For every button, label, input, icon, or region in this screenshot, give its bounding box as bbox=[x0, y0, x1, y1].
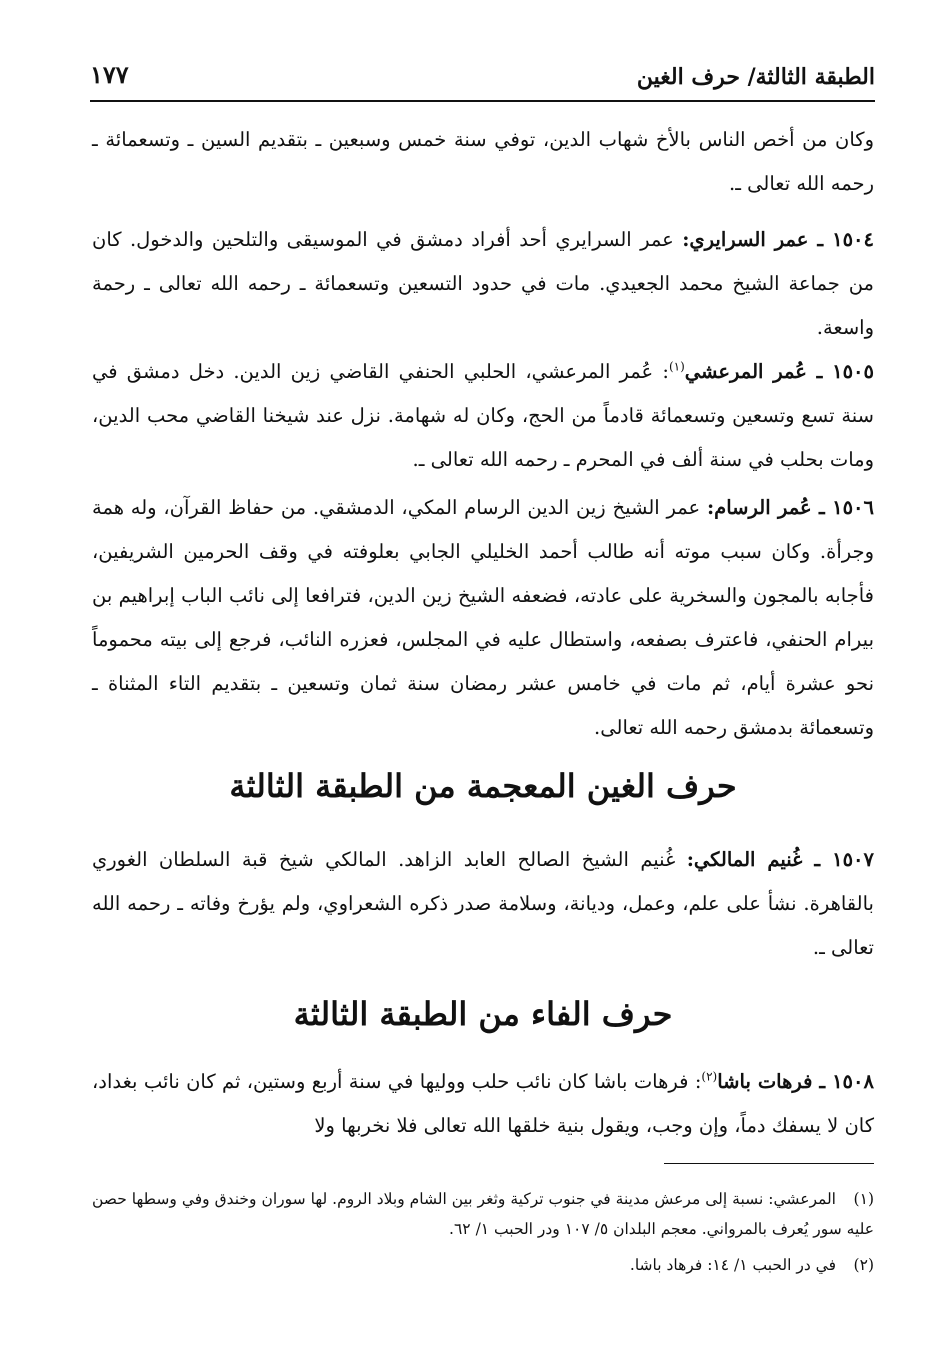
entry-text: : عُمر المرعشي، الحلبي الحنفي القاضي زين الدين. دخل دمشق في سنة تسع وتسعين وتسعمائة قادماً من الحج، وكان له شهامة. نزل عند شيخنا القاضي محب الدين، ومات بحلب في سنة ألف في المحرم ـ رحمه الله تعالى ـ. bbox=[92, 360, 874, 471]
footnote-number: (٢) bbox=[853, 1256, 874, 1274]
footnote-1 bbox=[92, 1184, 874, 1244]
entry-1504 bbox=[92, 218, 874, 350]
page-header bbox=[90, 56, 875, 102]
footnote-divider bbox=[664, 1163, 874, 1164]
page-number: ١٧٧ bbox=[90, 60, 129, 89]
entry-text: عمر الشيخ زين الدين الرسام المكي، الدمشقي. من حفاظ القرآن، وله همة وجرأة. وكان سبب موته أنه طالب أحمد الخليلي الجابي بعلوفته في وقف الحرمين الشريفين، فأجابه بالمجون والسخرية على عادته، فضعفه الشيخ زين الدين، فترافعا إلى نائب الباب إبراهيم بن بيرام الحنفي، فاعترف بصفعه، واستطال عليه في المجلس، فعزره النائب، فرجع إلى بيته محموماً نحو عشرة أيام، ثم مات في خامس عشر رمضان سنة ثمان وتسعين ـ بتقديم التاء المثناة ـ وتسعمائة بدمشق رحمه الله تعالى. bbox=[92, 496, 874, 739]
entry-heading: ١٥٠٥ ـ عُمر المرعشي bbox=[684, 360, 874, 383]
paragraph-continuation bbox=[92, 118, 874, 206]
entry-1506 bbox=[92, 486, 874, 750]
entry-heading: ١٥٠٦ ـ عُمر الرسام: bbox=[706, 496, 874, 519]
entry-text: عمر السرايري أحد أفراد دمشق في الموسيقى والتلحين والدخول. كان من جماعة الشيخ محمد الجعيدي. مات في حدود التسعين وتسعمائة ـ رحمه الله تعالى ـ رحمة واسعة. bbox=[92, 228, 874, 339]
section-title-ghain: حرف الغين المعجمة من الطبقة الثالثة bbox=[229, 767, 737, 805]
running-title: الطبقة الثالثة/ حرف الغين bbox=[636, 64, 875, 90]
footnote-ref: (٢) bbox=[701, 1069, 718, 1084]
entry-1505 bbox=[92, 350, 874, 482]
entry-1508 bbox=[92, 1060, 874, 1148]
footnote-ref: (١) bbox=[668, 359, 685, 374]
entry-1507 bbox=[92, 838, 874, 970]
entry-heading: ١٥٠٨ ـ فرهات باشا bbox=[717, 1070, 874, 1093]
entry-text: : فرهات باشا كان نائب حلب ووليها في سنة أربع وستين، ثم كان نائب بغداد، كان لا يسفك دماً، وإن وجب، ويقول بنية خلقها الله تعالى فلا نخربها ولا bbox=[92, 1070, 874, 1137]
entry-text: غُنيم الشيخ الصالح العابد الزاهد. المالكي شيخ قبة السلطان الغوري بالقاهرة. نشأ على علم، وعمل، وديانة، وسلامة صدر ذكره الشعراوي، ولم يؤرخ وفاته ـ رحمه الله تعالى ـ. bbox=[92, 848, 874, 959]
footnote-2 bbox=[92, 1250, 874, 1280]
entry-heading: ١٥٠٧ ـ غُنيم المالكي: bbox=[686, 848, 875, 871]
entry-heading: ١٥٠٤ ـ عمر السرايري: bbox=[682, 228, 875, 251]
section-title-fa: حرف الفاء من الطبقة الثالثة bbox=[293, 995, 673, 1033]
footnote-text: في در الحبب ١/ ١٤: فرهاد باشا. bbox=[629, 1256, 836, 1274]
footnote-text: المرعشي: نسبة إلى مرعش مدينة في جنوب تركية وثغر بين الشام وبلاد الروم. لها سوران وخندق وفي وسطها حصن عليه سور يُعرف بالمرواني. معجم البلدان ٥/ ١٠٧ ودر الحبب ١/ ٦٢. bbox=[92, 1190, 874, 1238]
paragraph-text: وكان من أخص الناس بالأخ شهاب الدين، توفي سنة خمس وسبعين ـ بتقديم السين ـ وتسعمائة ـ رحمه الله تعالى ـ. bbox=[92, 128, 874, 195]
footnote-number: (١) bbox=[853, 1190, 874, 1208]
